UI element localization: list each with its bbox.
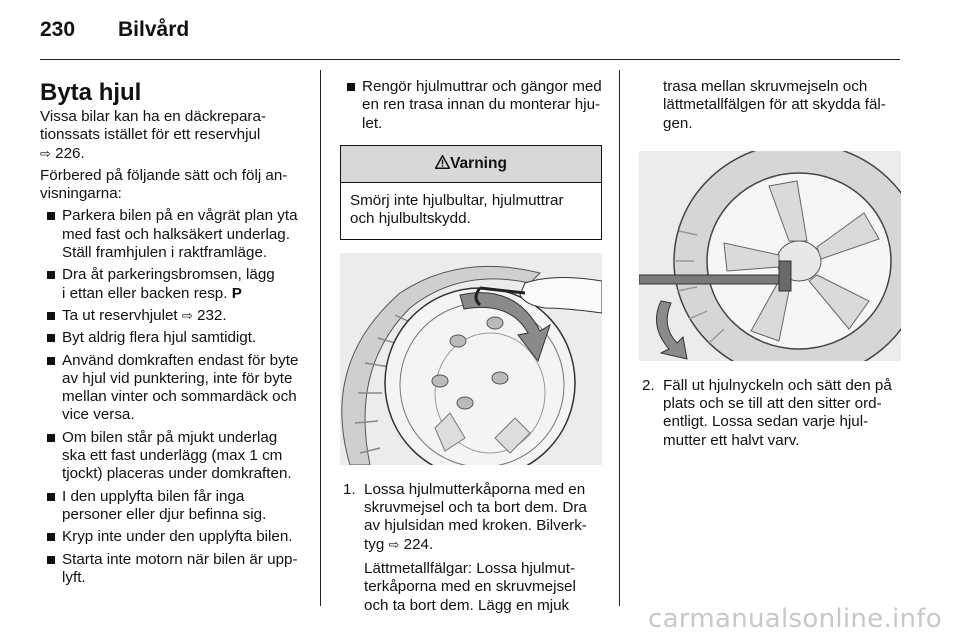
alloy-rim-note: Lättmetallfälgar: Lossa hjulmut- terkåporna med en skruvmejsel och ta bort dem. Lägg en mjuk	[364, 559, 576, 614]
bullet-square-icon	[47, 212, 55, 220]
step-2: 2. Fäll ut hjulnyckeln och sätt den på plats och se till att den sitter ord- entligt. Lossa sedan varje hjul- mutter ett halvt varv.	[642, 376, 892, 449]
list-item: Dra åt parkeringsbromsen, lägg i ettan eller backen resp. P	[40, 266, 308, 303]
bullet-square-icon	[47, 493, 55, 501]
alloy-rim-note-continued: trasa mellan skruvmejseln och lättmetallfälgen för att skydda fäl- gen.	[663, 78, 886, 132]
list-item: Använd domkraften endast för byte av hjul vid punktering, inte för byte mellan vinter och sommardäck och vice versa.	[40, 352, 308, 425]
bullet-square-icon	[47, 271, 55, 279]
warning-title: Varning	[450, 154, 507, 172]
page-ref-link[interactable]: 224.	[403, 535, 434, 553]
step-1: 1. Lossa hjulmutterkåporna med en skruvmejsel och ta bort dem. Dra av hjulsidan med kroken. Bilverk- tyg ⇨ 224.	[343, 480, 587, 553]
list-item: Parkera bilen på en vågrät plan yta med fast och halksäkert underlag. Ställ framhjulen i raktframläge.	[40, 207, 308, 262]
bullet-square-icon	[47, 357, 55, 365]
page-reference-arrow-icon: ⇨	[40, 145, 51, 161]
page-number: 230	[40, 18, 76, 41]
page-reference-arrow-icon: ⇨	[181, 307, 193, 323]
lead-paragraph: Förbered på följande sätt och följ an- visningarna:	[40, 166, 288, 203]
bullet-square-icon	[47, 434, 55, 442]
page-heading: Byta hjul	[40, 79, 142, 106]
list-item: Rengör hjulmuttrar och gängor med en ren trasa innan du monterar hju- let.	[340, 78, 602, 133]
column-2	[340, 78, 602, 615]
hubcap-removal-illustration	[340, 253, 602, 465]
list-item: Ta ut reservhjulet ⇨ 232.	[40, 307, 308, 325]
warning-triangle-icon	[435, 155, 450, 169]
list-item: Kryp inte under den upplyfta bilen.	[40, 528, 308, 546]
bullet-square-icon	[47, 312, 55, 320]
column-1	[40, 78, 308, 591]
warning-header	[341, 146, 601, 183]
page-ref-link[interactable]: 226.	[55, 144, 85, 162]
column-divider-2	[619, 70, 620, 606]
list-item: Om bilen står på mjukt underlag ska ett fast underlägg (max 1 cm tjockt) placeras under domkraften.	[40, 429, 308, 484]
page-ref-link[interactable]: 232.	[197, 306, 227, 324]
section-title: Bilvård	[118, 18, 190, 41]
intro-paragraph: Vissa bilar kan ha en däckrepara- tionssats istället för ett reservhjul ⇨ 226.	[40, 108, 266, 162]
warning-box	[340, 145, 602, 240]
header-rule	[40, 59, 900, 60]
bullet-square-icon	[47, 334, 55, 342]
list-item: Starta inte motorn när bilen är upp- lyft.	[40, 551, 308, 588]
bullet-square-icon	[347, 83, 355, 91]
wheel-wrench-illustration	[639, 151, 901, 361]
page-reference-arrow-icon: ⇨	[388, 536, 400, 552]
column-divider-1	[320, 70, 321, 606]
column-3	[639, 78, 901, 450]
list-item: Byt aldrig flera hjul samtidigt.	[40, 329, 308, 347]
watermark: carmanualsonline.info	[647, 604, 942, 634]
warning-text: Smörj inte hjulbultar, hjulmuttrar och hjulbultskydd.	[350, 192, 564, 228]
bullet-square-icon	[47, 533, 55, 541]
bullet-square-icon	[47, 556, 55, 564]
list-item: I den upplyfta bilen får inga personer eller djur befinna sig.	[40, 488, 308, 525]
